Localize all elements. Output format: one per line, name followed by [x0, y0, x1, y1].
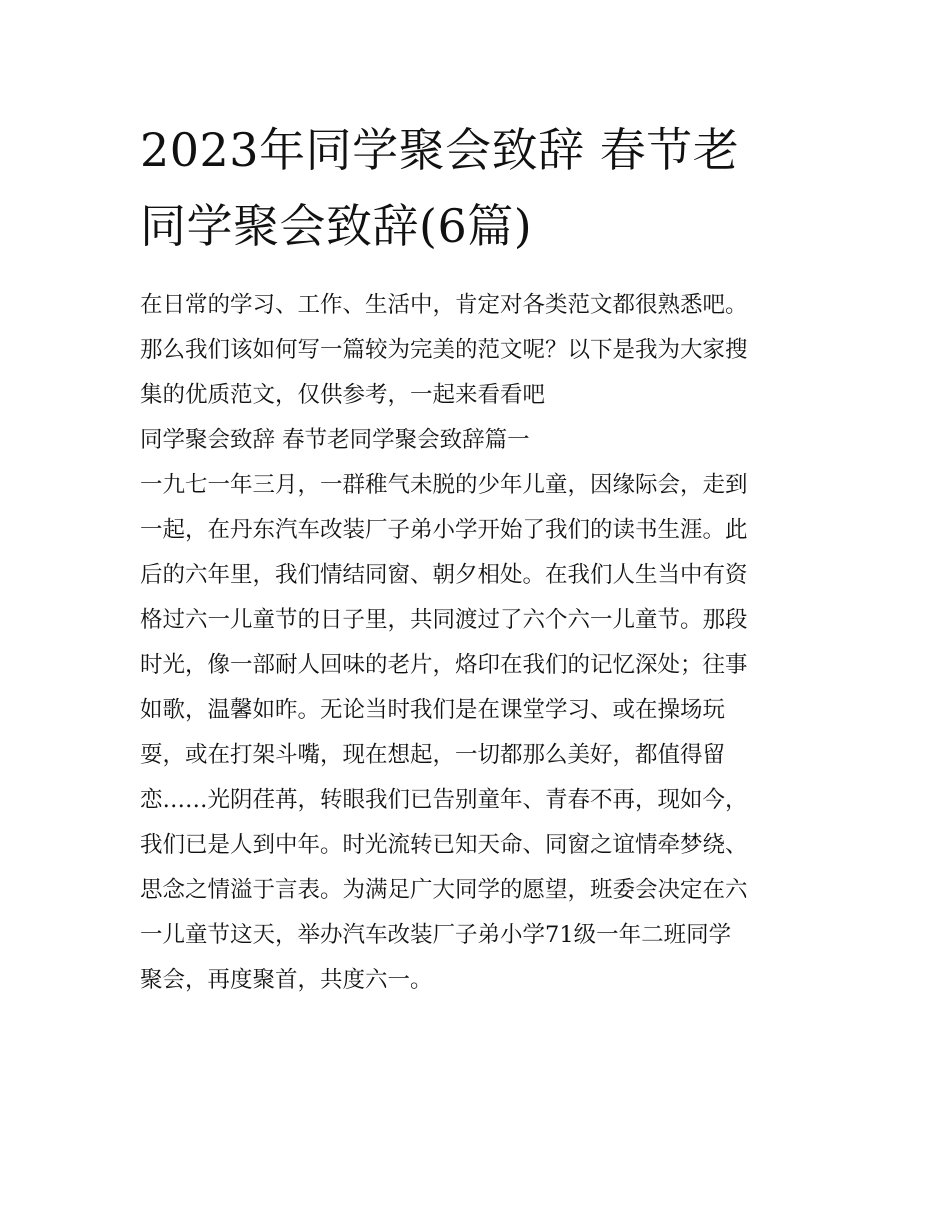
intro-line: 在日常的学习、工作、生活中，肯定对各类范文都很熟悉吧。 — [140, 292, 748, 318]
body-paragraph — [140, 463, 820, 1003]
body-line: 如歌，温馨如昨。无论当时我们是在课堂学习、或在操场玩 — [140, 697, 726, 723]
body-line: 一儿童节这天，举办汽车改装厂子弟小学71级一年二班同学 — [140, 922, 732, 948]
intro-paragraph — [140, 283, 820, 418]
title-line-1: 2023年同学聚会致辞 春节老 — [140, 123, 740, 177]
body-line: 我们已是人到中年。时光流转已知天命、同窗之谊情牵梦绕、 — [140, 832, 748, 858]
body-line: 聚会，再度聚首，共度六一。 — [140, 967, 433, 993]
body-line: 一九七一年三月，一群稚气未脱的少年儿童，因缘际会，走到 — [140, 472, 748, 498]
body-line: 思念之情溢于言表。为满足广大同学的愿望，班委会决定在六 — [140, 877, 748, 903]
section-heading: 同学聚会致辞 春节老同学聚会致辞篇一 — [140, 427, 530, 453]
body-line: 时光，像一部耐人回味的老片，烙印在我们的记忆深处；往事 — [140, 652, 748, 678]
title-line-2: 同学聚会致辞(6篇) — [140, 199, 533, 253]
intro-line: 那么我们该如何写一篇较为完美的范文呢？以下是我为大家搜 — [140, 337, 748, 363]
body-line: 恋……光阴荏苒，转眼我们已告别童年、青春不再，现如今， — [140, 787, 748, 813]
document-title — [140, 112, 820, 264]
document-page — [140, 112, 820, 1003]
body-line: 耍，或在打架斗嘴，现在想起，一切都那么美好，都值得留 — [140, 742, 726, 768]
intro-line: 集的优质范文，仅供参考，一起来看看吧 — [140, 382, 546, 408]
body-line: 格过六一儿童节的日子里，共同渡过了六个六一儿童节。那段 — [140, 607, 748, 633]
body-line: 一起，在丹东汽车改装厂子弟小学开始了我们的读书生涯。此 — [140, 517, 748, 543]
body-line: 后的六年里，我们情结同窗、朝夕相处。在我们人生当中有资 — [140, 562, 748, 588]
